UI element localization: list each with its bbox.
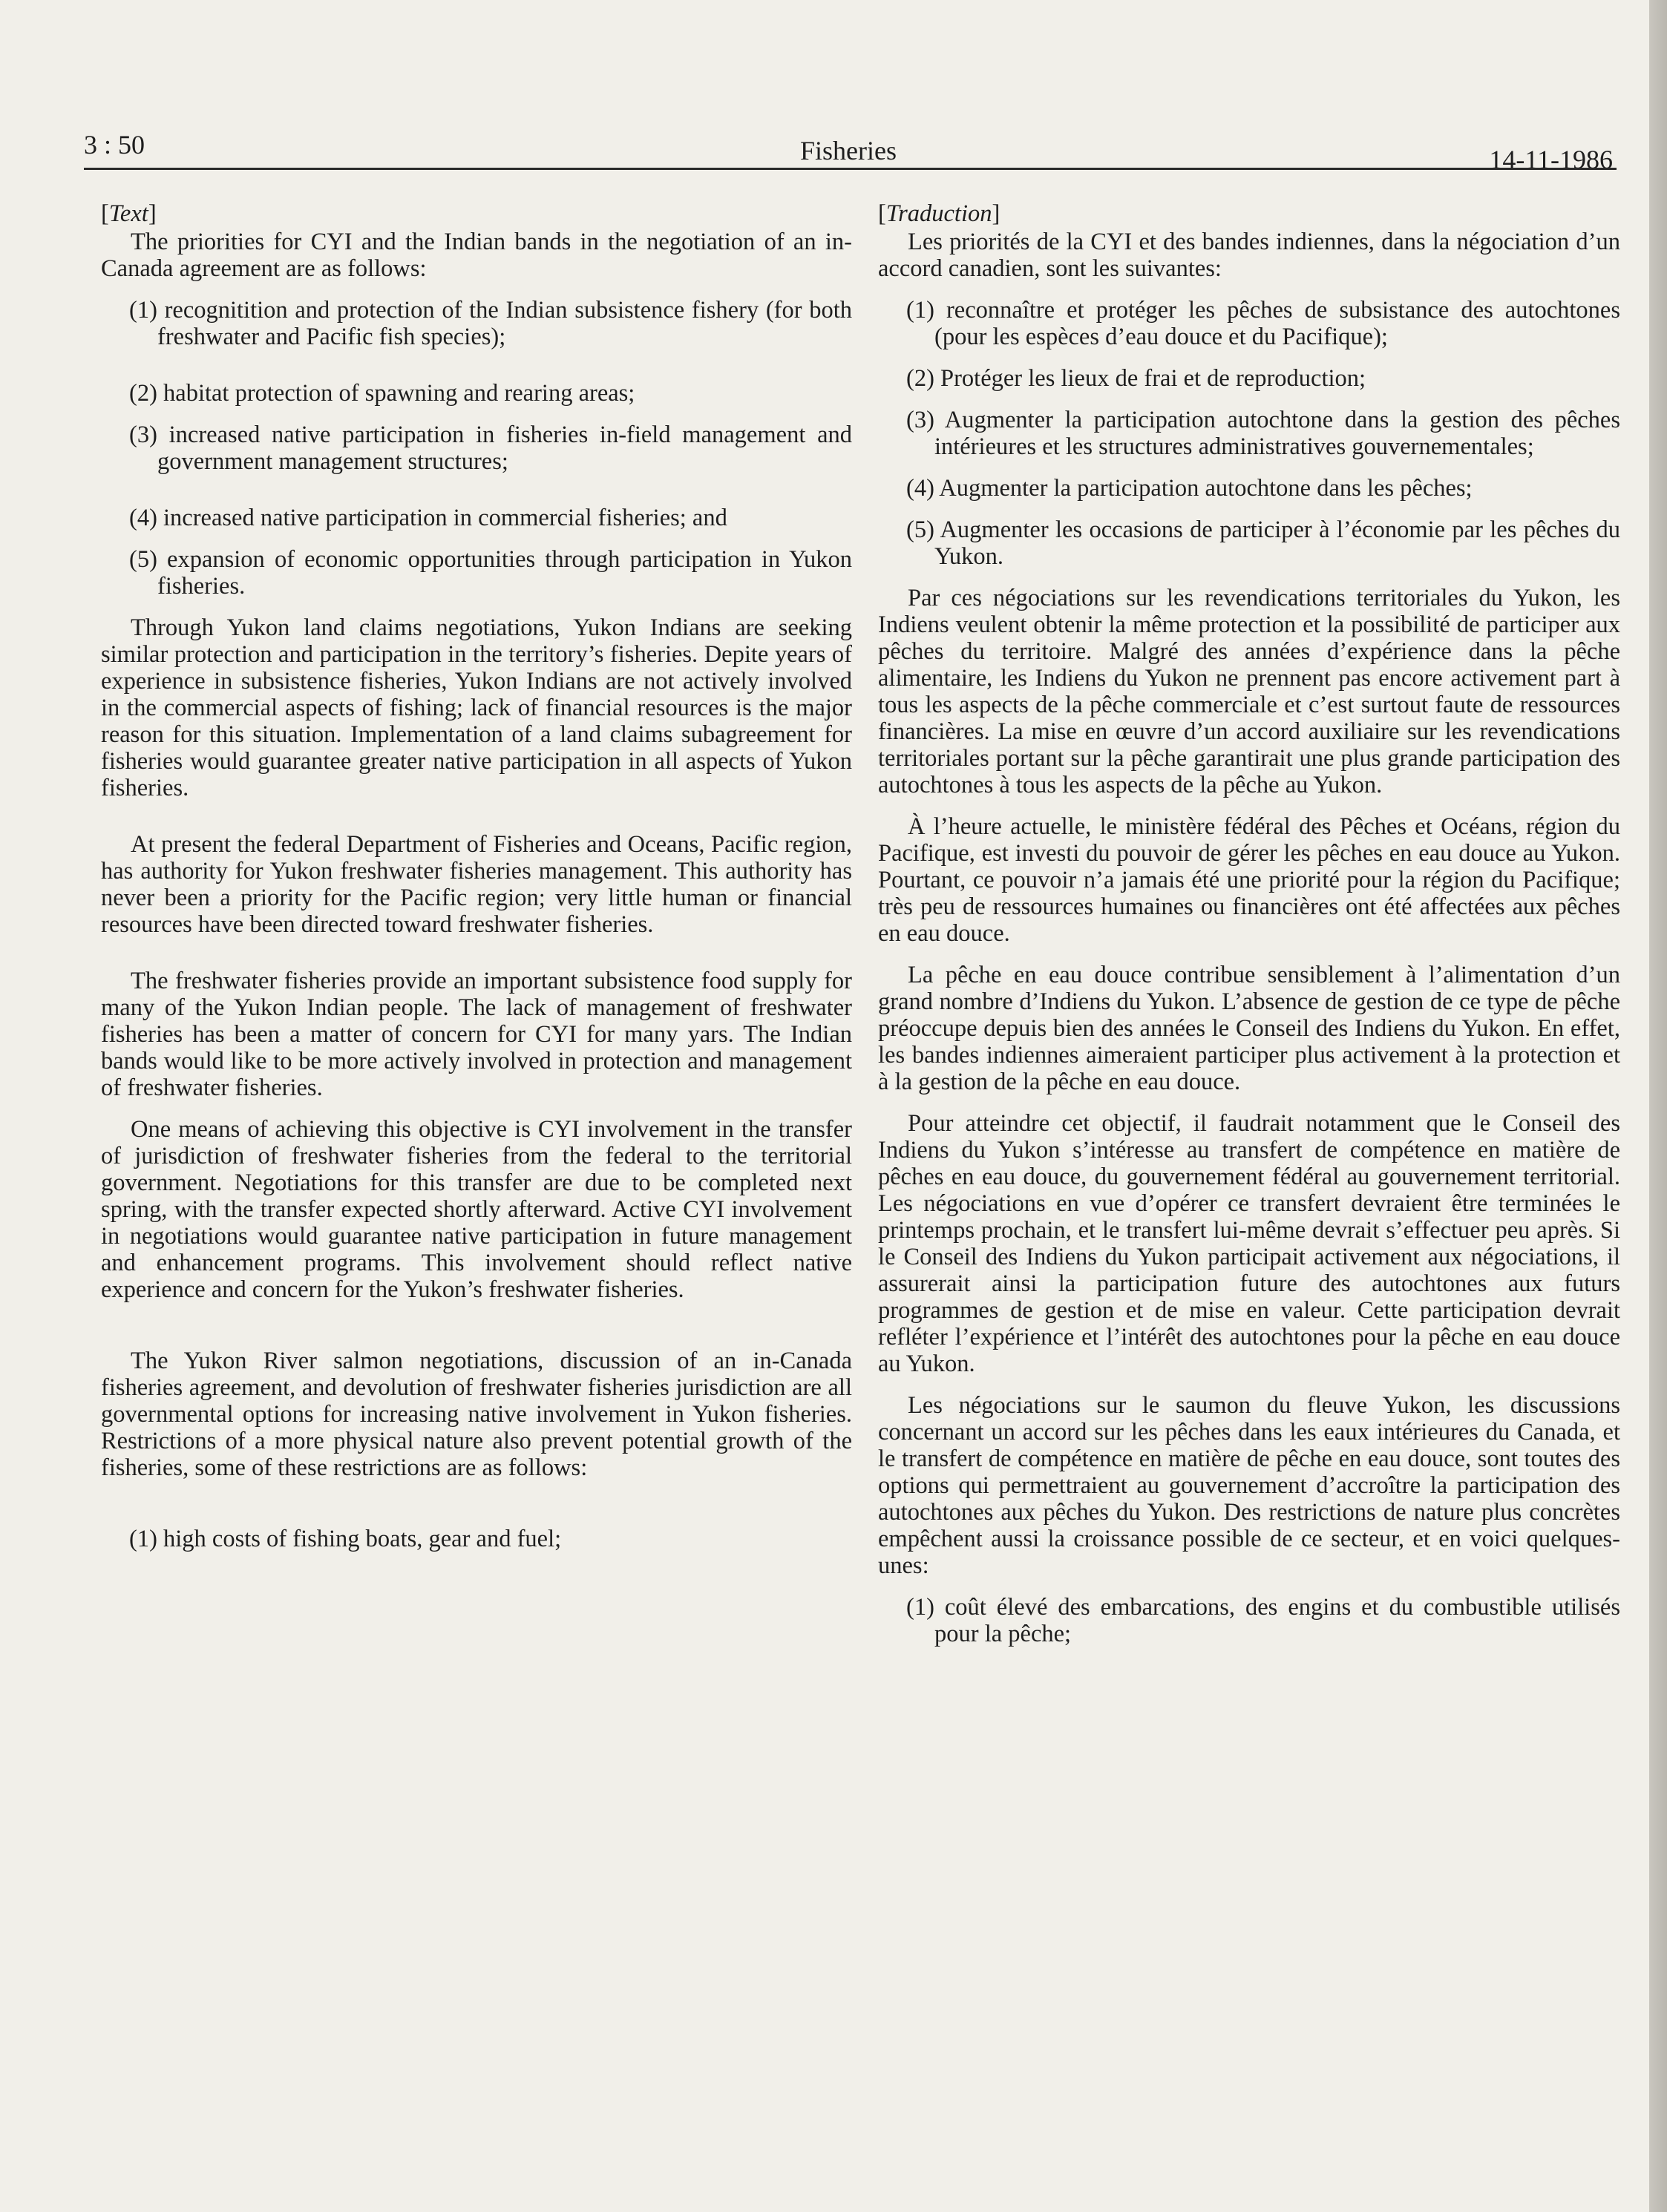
english-paragraph-4: One means of achieving this objective is CYI involvement in the transfer of jurisdiction of freshwater fisheries from the federal to the territorial government. Negotiations for this transfer are due to be completed next spring, with the transfer expected shortly afterward. Active CYI involvement in negotiations would guarantee native participation in future management and enhancement programs. This involvement should reflect native experience and concern for the Yukon’s freshwater fisheries. — [101, 1116, 852, 1303]
english-final-item: (1) high costs of fishing boats, gear and fuel; — [129, 1526, 562, 1552]
english-paragraph-5: The Yukon River salmon negotiations, discussion of an in-Canada fisheries agreement, and devolution of freshwater fisheries jurisdiction are all governmental options for increasing native involvement in Yukon fisheries. Restrictions of a more physical nature also prevent potential growth of the fisheries, some of these restrictions are as follows: — [101, 1348, 852, 1481]
header-rule — [84, 168, 1617, 170]
page-edge — [1649, 0, 1667, 2212]
french-item-1: (1) reconnaître et protéger les pêches de subsistance des autochtones (pour les espèces d’eau douce et du Pacifique); — [906, 297, 1620, 350]
page-header — [84, 125, 1613, 174]
english-paragraph-2: At present the federal Department of Fisheries and Oceans, Pacific region, has authority for Yukon freshwater fisheries management. This authority has never been a priority for the Pacific region; very little human or financial resources have been directed toward freshwater fisheries. — [101, 831, 852, 938]
french-item-3: (3) Augmenter la participation autochtone dans la gestion des pêches intérieures et les structures administratives gouvernementales; — [906, 407, 1620, 460]
french-paragraph-4: Pour atteindre cet objectif, il faudrait notamment que le Conseil des Indiens du Yukon s’intéresse au transfert de compétence en matière de pêches en eau douce, du gouvernement fédéral au gouvernement territorial. Les négociations en vue d’opérer ce transfert devraient être terminées le printemps prochain, et le transfert lui-même devrait s’effectuer peu après. Si le Conseil des Indiens du Yukon participait activement aux négociations, il assurerait ainsi la participation future des autochtones aux futurs programmes de gestion et de mise en valeur. Cette participation devrait refléter l’expérience et l’intérêt des autochtones pour la pêche en eau douce au Yukon. — [878, 1110, 1620, 1377]
page-number: 3 : 50 — [84, 130, 145, 160]
english-label-text: Text — [108, 200, 148, 227]
french-item-2: (2) Protéger les lieux de frai et de reproduction; — [906, 365, 1366, 392]
french-paragraph-1: Par ces négociations sur les revendications territoriales du Yukon, les Indiens veulent obtenir la même protection et la possibilité de participer aux pêches du territoire. Malgré des années d’expérience dans la pêche alimentaire, les Indiens du Yukon ne prennent pas encore activement part à tous les aspects de la pêche commerciale et c’est surtout faute de ressources financières. La mise en œuvre d’un accord auxiliaire sur les revendications territoriales portant sur la pêche garantirait une plus grande participation des autochtones à tous les aspects de la pêche au Yukon. — [878, 585, 1620, 798]
english-item-2: (2) habitat protection of spawning and rearing areas; — [129, 380, 635, 407]
french-intro: Les priorités de la CYI et des bandes indiennes, dans la négociation d’un accord canadien, sont les suivantes: — [878, 229, 1620, 282]
english-paragraph-1: Through Yukon land claims negotiations, Yukon Indians are seeking similar protection and participation in the territory’s fisheries. Depite years of experience in subsistence fisheries, Yukon Indians are not actively involved in the commercial aspects of fishing; lack of financial resources is the major reason for this situation. Implementation of a land claims subagreement for fisheries would guarantee greater native participation in all aspects of Yukon fisheries. — [101, 614, 852, 801]
english-intro: The priorities for CYI and the Indian bands in the negotiation of an in-Canada agreement are as follows: — [101, 229, 852, 282]
french-label: [Traduction] — [878, 200, 1000, 227]
english-item-1: (1) recognitition and protection of the Indian subsistence fishery (for both freshwater and Pacific fish species); — [129, 297, 852, 350]
french-paragraph-2: À l’heure actuelle, le ministère fédéral des Pêches et Océans, région du Pacifique, est investi du pouvoir de gérer les pêches en eau douce au Yukon. Pourtant, ce pouvoir n’a jamais été une priorité pour la région du Pacifique; très peu de ressources humaines ou financières ont été affectées aux pêches en eau douce. — [878, 813, 1620, 947]
english-item-5: (5) expansion of economic opportunities through participation in Yukon fisheries. — [129, 546, 852, 600]
english-label: [Text] — [101, 200, 157, 227]
english-paragraph-3: The freshwater fisheries provide an important subsistence food supply for many of the Yukon Indian people. The lack of management of freshwater fisheries has been a matter of concern for CYI for many yars. The Indian bands would like to be more actively involved in protection and management of freshwater fisheries. — [101, 968, 852, 1101]
page-date: 14-11-1986 — [1489, 145, 1613, 174]
french-item-5: (5) Augmenter les occasions de participer à l’économie par les pêches du Yukon. — [906, 516, 1620, 570]
english-column — [101, 200, 852, 1567]
french-paragraph-5: Les négociations sur le saumon du fleuve Yukon, les discussions concernant un accord sur les pêches dans les eaux intérieures du Canada, et le transfert de compétence en matière de pêche en eau douce, sont toutes des options qui permettraient au gouvernement d’accroître la participation des autochtones aux pêches du Yukon. Des restrictions de nature plus concrètes empêchent aussi la croissance possible de ce secteur, et en voici quelques-unes: — [878, 1392, 1620, 1579]
english-item-3: (3) increased native participation in fisheries in-field management and government management structures; — [129, 421, 852, 475]
french-final-item: (1) coût élevé des embarcations, des engins et du combustible utilisés pour la pêche; — [906, 1594, 1620, 1647]
french-paragraph-3: La pêche en eau douce contribue sensiblement à l’alimentation d’un grand nombre d’Indiens du Yukon. L’absence de gestion de ce type de pêche préoccupe depuis bien des années le Conseil des Indiens du Yukon. En effet, les bandes indiennes aimeraient participer plus activement à la protection et à la gestion de la pêche en eau douce. — [878, 962, 1620, 1095]
french-column — [878, 200, 1620, 1662]
french-item-4: (4) Augmenter la participation autochtone dans les pêches; — [906, 475, 1473, 502]
page-title: Fisheries — [800, 136, 897, 165]
french-label-text: Traduction — [885, 200, 992, 227]
english-item-4: (4) increased native participation in commercial fisheries; and — [129, 505, 727, 531]
